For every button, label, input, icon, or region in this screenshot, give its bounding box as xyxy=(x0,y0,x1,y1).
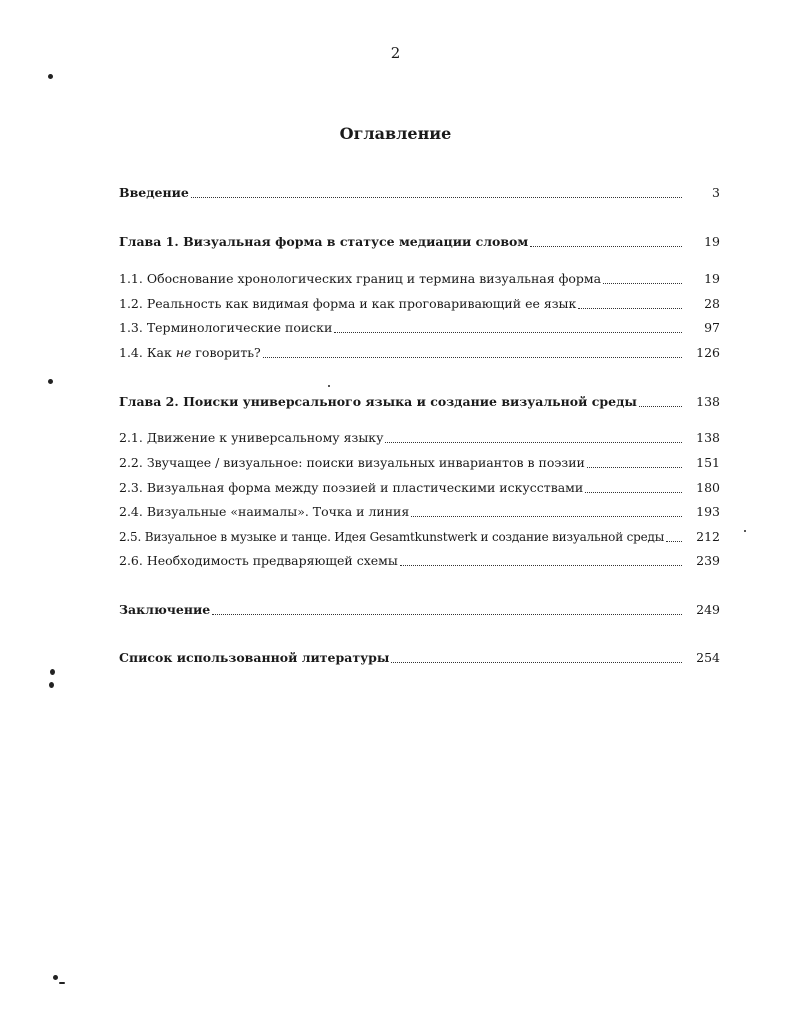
toc-entry-section-2-1[interactable] xyxy=(119,429,720,447)
toc-entry-label: 1.2. Реальность как видимая форма и как проговаривающий ее язык xyxy=(119,296,577,311)
toc-entry-page: 239 xyxy=(696,553,720,568)
leader-dots xyxy=(391,652,682,663)
leader-dots xyxy=(334,322,682,333)
leader-dots xyxy=(578,298,682,309)
toc-entry-label-part: 1.4. Как xyxy=(119,345,176,360)
leader-dots xyxy=(385,432,682,443)
toc-entry-page: 151 xyxy=(696,455,720,470)
leader-dots xyxy=(191,187,682,198)
toc-entry-page: 193 xyxy=(696,504,720,519)
toc-entry-page: 97 xyxy=(704,320,720,335)
leader-dots xyxy=(666,531,682,542)
toc-entry-label: 2.4. Визуальные «наималы». Точка и линия xyxy=(119,504,410,519)
scan-speck xyxy=(59,982,65,984)
toc-entry-label: 2.6. Необходимость предваряющей схемы xyxy=(119,553,398,568)
scan-speck xyxy=(48,379,53,384)
toc-entry-chapter-2[interactable] xyxy=(119,393,720,411)
toc-entry-page: 254 xyxy=(696,650,720,665)
toc-entry-page: 212 xyxy=(696,529,720,544)
leader-dots xyxy=(530,236,682,247)
toc-entry-label: Глава 1. Визуальная форма в статусе медиации словом xyxy=(119,234,529,249)
toc-entry-label: Введение xyxy=(119,185,189,200)
toc-entry-label: 1.1. Обоснование хронологических границ и термина визуальная форма xyxy=(119,271,602,286)
toc-entry-conclusion[interactable] xyxy=(119,601,720,619)
leader-dots xyxy=(585,482,682,493)
toc-entry-page: 180 xyxy=(696,480,720,495)
toc-entry-label: 2.1. Движение к универсальному языку xyxy=(119,430,384,445)
leader-dots xyxy=(212,604,682,615)
toc-entry-page: 126 xyxy=(696,345,720,360)
toc-entry-page: 138 xyxy=(696,430,720,445)
toc-entry-page: 138 xyxy=(696,394,720,409)
toc-entry-page: 249 xyxy=(696,602,720,617)
scan-speck xyxy=(53,975,58,980)
toc-entry-section-2-2[interactable] xyxy=(119,454,720,472)
toc-entry-section-1-1[interactable] xyxy=(119,270,720,288)
toc-entry-label xyxy=(119,344,261,362)
toc-entry-label: Заключение xyxy=(119,602,211,617)
scan-speck xyxy=(49,682,54,688)
leader-dots xyxy=(587,457,682,468)
toc-entry-bibliography[interactable] xyxy=(119,649,720,667)
scan-speck xyxy=(48,74,53,79)
toc-entry-label: 2.2. Звучащее / визуальное: поиски визуальных инвариантов в поэзии xyxy=(119,455,585,470)
toc-entry-page: 28 xyxy=(704,296,720,311)
toc-entry-label: Список использованной литературы xyxy=(119,650,390,665)
toc-entry-section-1-3[interactable] xyxy=(119,319,720,337)
toc-entry-intro[interactable] xyxy=(119,184,720,202)
toc-entry-label-part: говорить? xyxy=(191,345,261,360)
toc-entry-section-2-6[interactable] xyxy=(119,552,720,570)
leader-dots xyxy=(263,347,682,358)
toc-entry-label: 2.3. Визуальная форма между поэзией и пластическими искусствами xyxy=(119,480,584,495)
toc-entry-chapter-1[interactable] xyxy=(119,233,720,251)
leader-dots xyxy=(400,555,682,566)
toc-entry-label: 2.5. Визуальное в музыке и танце. Идея Gesamtkunstwerk и создание визуальной среды xyxy=(119,530,665,544)
toc-entry-section-2-5[interactable] xyxy=(119,528,720,546)
toc-entry-section-2-3[interactable] xyxy=(119,479,720,497)
toc-entry-section-1-2[interactable] xyxy=(119,295,720,313)
leader-dots xyxy=(411,506,682,517)
toc-entry-label-emphasis: не xyxy=(175,345,192,360)
toc-entry-page: 19 xyxy=(704,271,720,286)
toc-entry-page: 3 xyxy=(712,185,720,200)
toc-entry-page: 19 xyxy=(704,234,720,249)
toc-entry-label: 1.3. Терминологические поиски xyxy=(119,320,333,335)
scan-speck xyxy=(328,385,330,387)
scan-speck xyxy=(50,669,55,675)
page-title: Оглавление xyxy=(339,124,452,143)
page-number: 2 xyxy=(390,44,401,62)
toc-entry-label: Глава 2. Поиски универсального языка и создание визуальной среды xyxy=(119,394,637,409)
toc-entry-section-2-4[interactable] xyxy=(119,503,720,521)
toc-entry-section-1-4[interactable] xyxy=(119,344,720,362)
leader-dots xyxy=(639,396,682,407)
scan-speck xyxy=(744,530,746,532)
leader-dots xyxy=(603,273,682,284)
